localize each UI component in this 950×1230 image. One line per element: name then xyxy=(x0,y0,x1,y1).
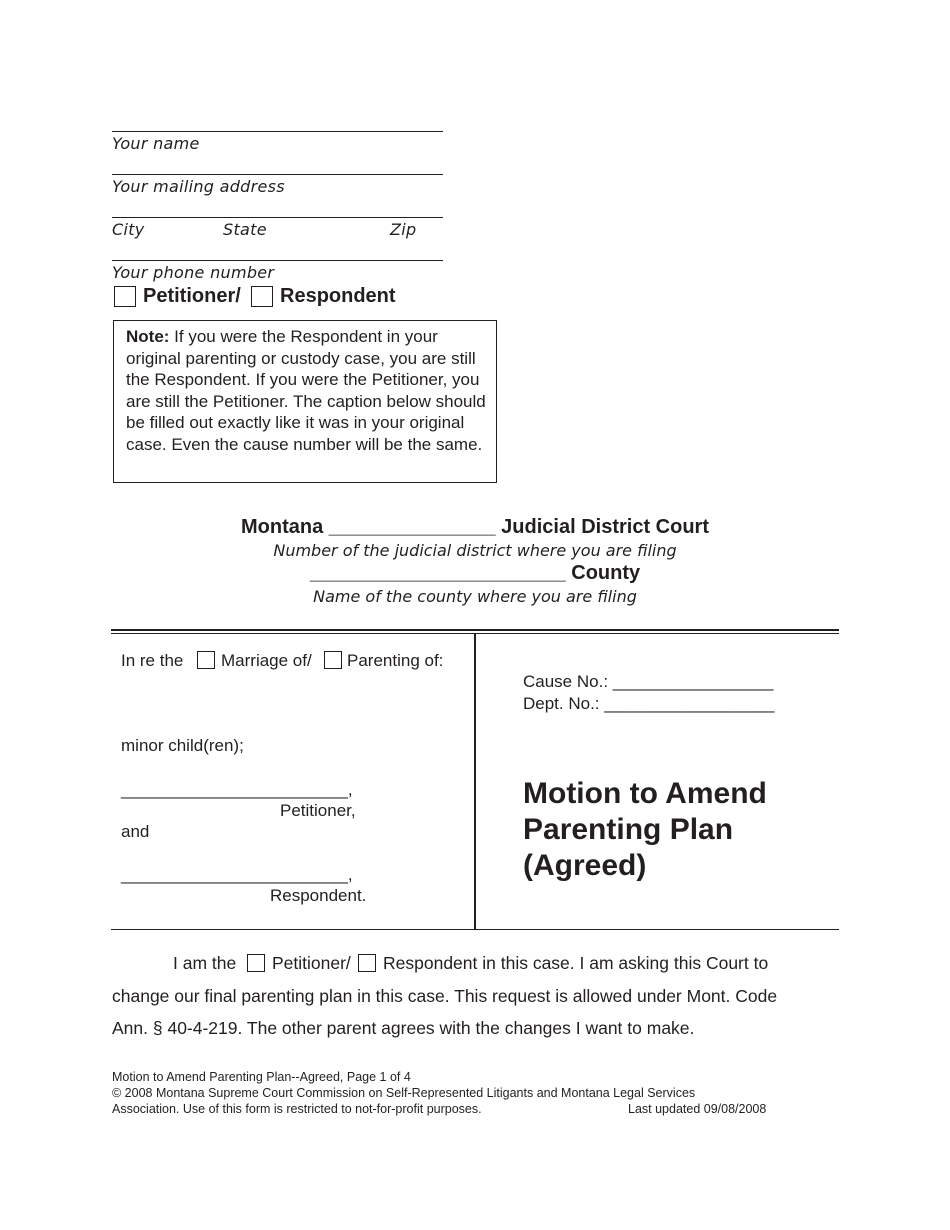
parenting-checkbox[interactable] xyxy=(324,651,342,669)
parenting-label: Parenting of: xyxy=(347,651,444,670)
caption-divider xyxy=(474,633,476,929)
name-line[interactable] xyxy=(112,131,443,132)
minor-children-label: minor child(ren); xyxy=(121,736,244,755)
caption-petitioner-label: Petitioner, xyxy=(280,801,356,820)
body-petitioner-checkbox[interactable] xyxy=(247,954,265,972)
title-line-1: Motion to Amend xyxy=(523,777,767,810)
state-label: State xyxy=(223,220,267,239)
body-line-1-start: I am the xyxy=(173,953,237,973)
court-district-sub: Number of the judicial district where you are filing xyxy=(273,541,677,560)
body-petitioner-label: Petitioner/ xyxy=(272,953,351,973)
address-label: Your mailing address xyxy=(112,177,285,196)
petitioner-label: Petitioner/ xyxy=(143,285,241,307)
phone-line[interactable] xyxy=(112,260,443,261)
body-line-2: change our final parenting plan in this case. This request is allowed under Mont. Code xyxy=(112,986,778,1006)
note-text: If you were the Respondent in your original parenting or custody case, you are still the Respondent. If you were the Petitioner, you are still the Petitioner. The caption below should be filled out exactly like it was in your original case. Even the cause number will be the same. xyxy=(126,327,486,454)
caption-top-border xyxy=(111,629,839,631)
respondent-checkbox[interactable] xyxy=(251,286,273,307)
name-label: Your name xyxy=(112,134,200,153)
zip-label: Zip xyxy=(390,220,417,239)
phone-label: Your phone number xyxy=(112,263,275,282)
and-label: and xyxy=(121,822,150,841)
city-label: City xyxy=(112,220,145,239)
document-title xyxy=(523,776,767,884)
in-re-label: In re the xyxy=(121,651,184,670)
marriage-label: Marriage of/ xyxy=(221,651,312,670)
title-line-3: (Agreed) xyxy=(523,849,647,882)
respondent-blank[interactable]: ________________________, xyxy=(121,865,353,884)
body-line-3: Ann. § 40-4-219. The other parent agrees with the changes I want to make. xyxy=(112,1018,695,1038)
footer-copyright: © 2008 Montana Supreme Court Commission on Self-Represented Litigants and Montana Legal Services xyxy=(112,1086,696,1100)
marriage-checkbox[interactable] xyxy=(197,651,215,669)
caption-bottom-border xyxy=(111,929,839,930)
footer-last-updated: Last updated 09/08/2008 xyxy=(628,1102,767,1116)
dept-number[interactable]: Dept. No.: __________________ xyxy=(523,694,775,713)
footer-restriction: Association. Use of this form is restricted to not-for-profit purposes. xyxy=(112,1102,482,1116)
footer-page-info: Motion to Amend Parenting Plan--Agreed, Page 1 of 4 xyxy=(112,1070,411,1084)
petitioner-blank[interactable]: ________________________, xyxy=(121,780,353,799)
body-respondent-checkbox[interactable] xyxy=(358,954,376,972)
body-line-1-end: Respondent in this case. I am asking this Court to xyxy=(383,953,769,973)
court-district-line: Montana _______________ Judicial District Court xyxy=(241,516,709,538)
note-box xyxy=(113,320,497,483)
petitioner-checkbox[interactable] xyxy=(114,286,136,307)
court-county-sub: Name of the county where you are filing xyxy=(313,587,637,606)
city-state-zip-line[interactable] xyxy=(112,217,443,218)
cause-number[interactable]: Cause No.: _________________ xyxy=(523,672,774,691)
court-county-line: _______________________ County xyxy=(309,562,641,584)
note-label: Note: xyxy=(126,327,170,346)
title-line-2: Parenting Plan xyxy=(523,813,734,846)
caption-respondent-label: Respondent. xyxy=(270,886,367,905)
address-line[interactable] xyxy=(112,174,443,175)
respondent-label: Respondent xyxy=(280,285,396,307)
